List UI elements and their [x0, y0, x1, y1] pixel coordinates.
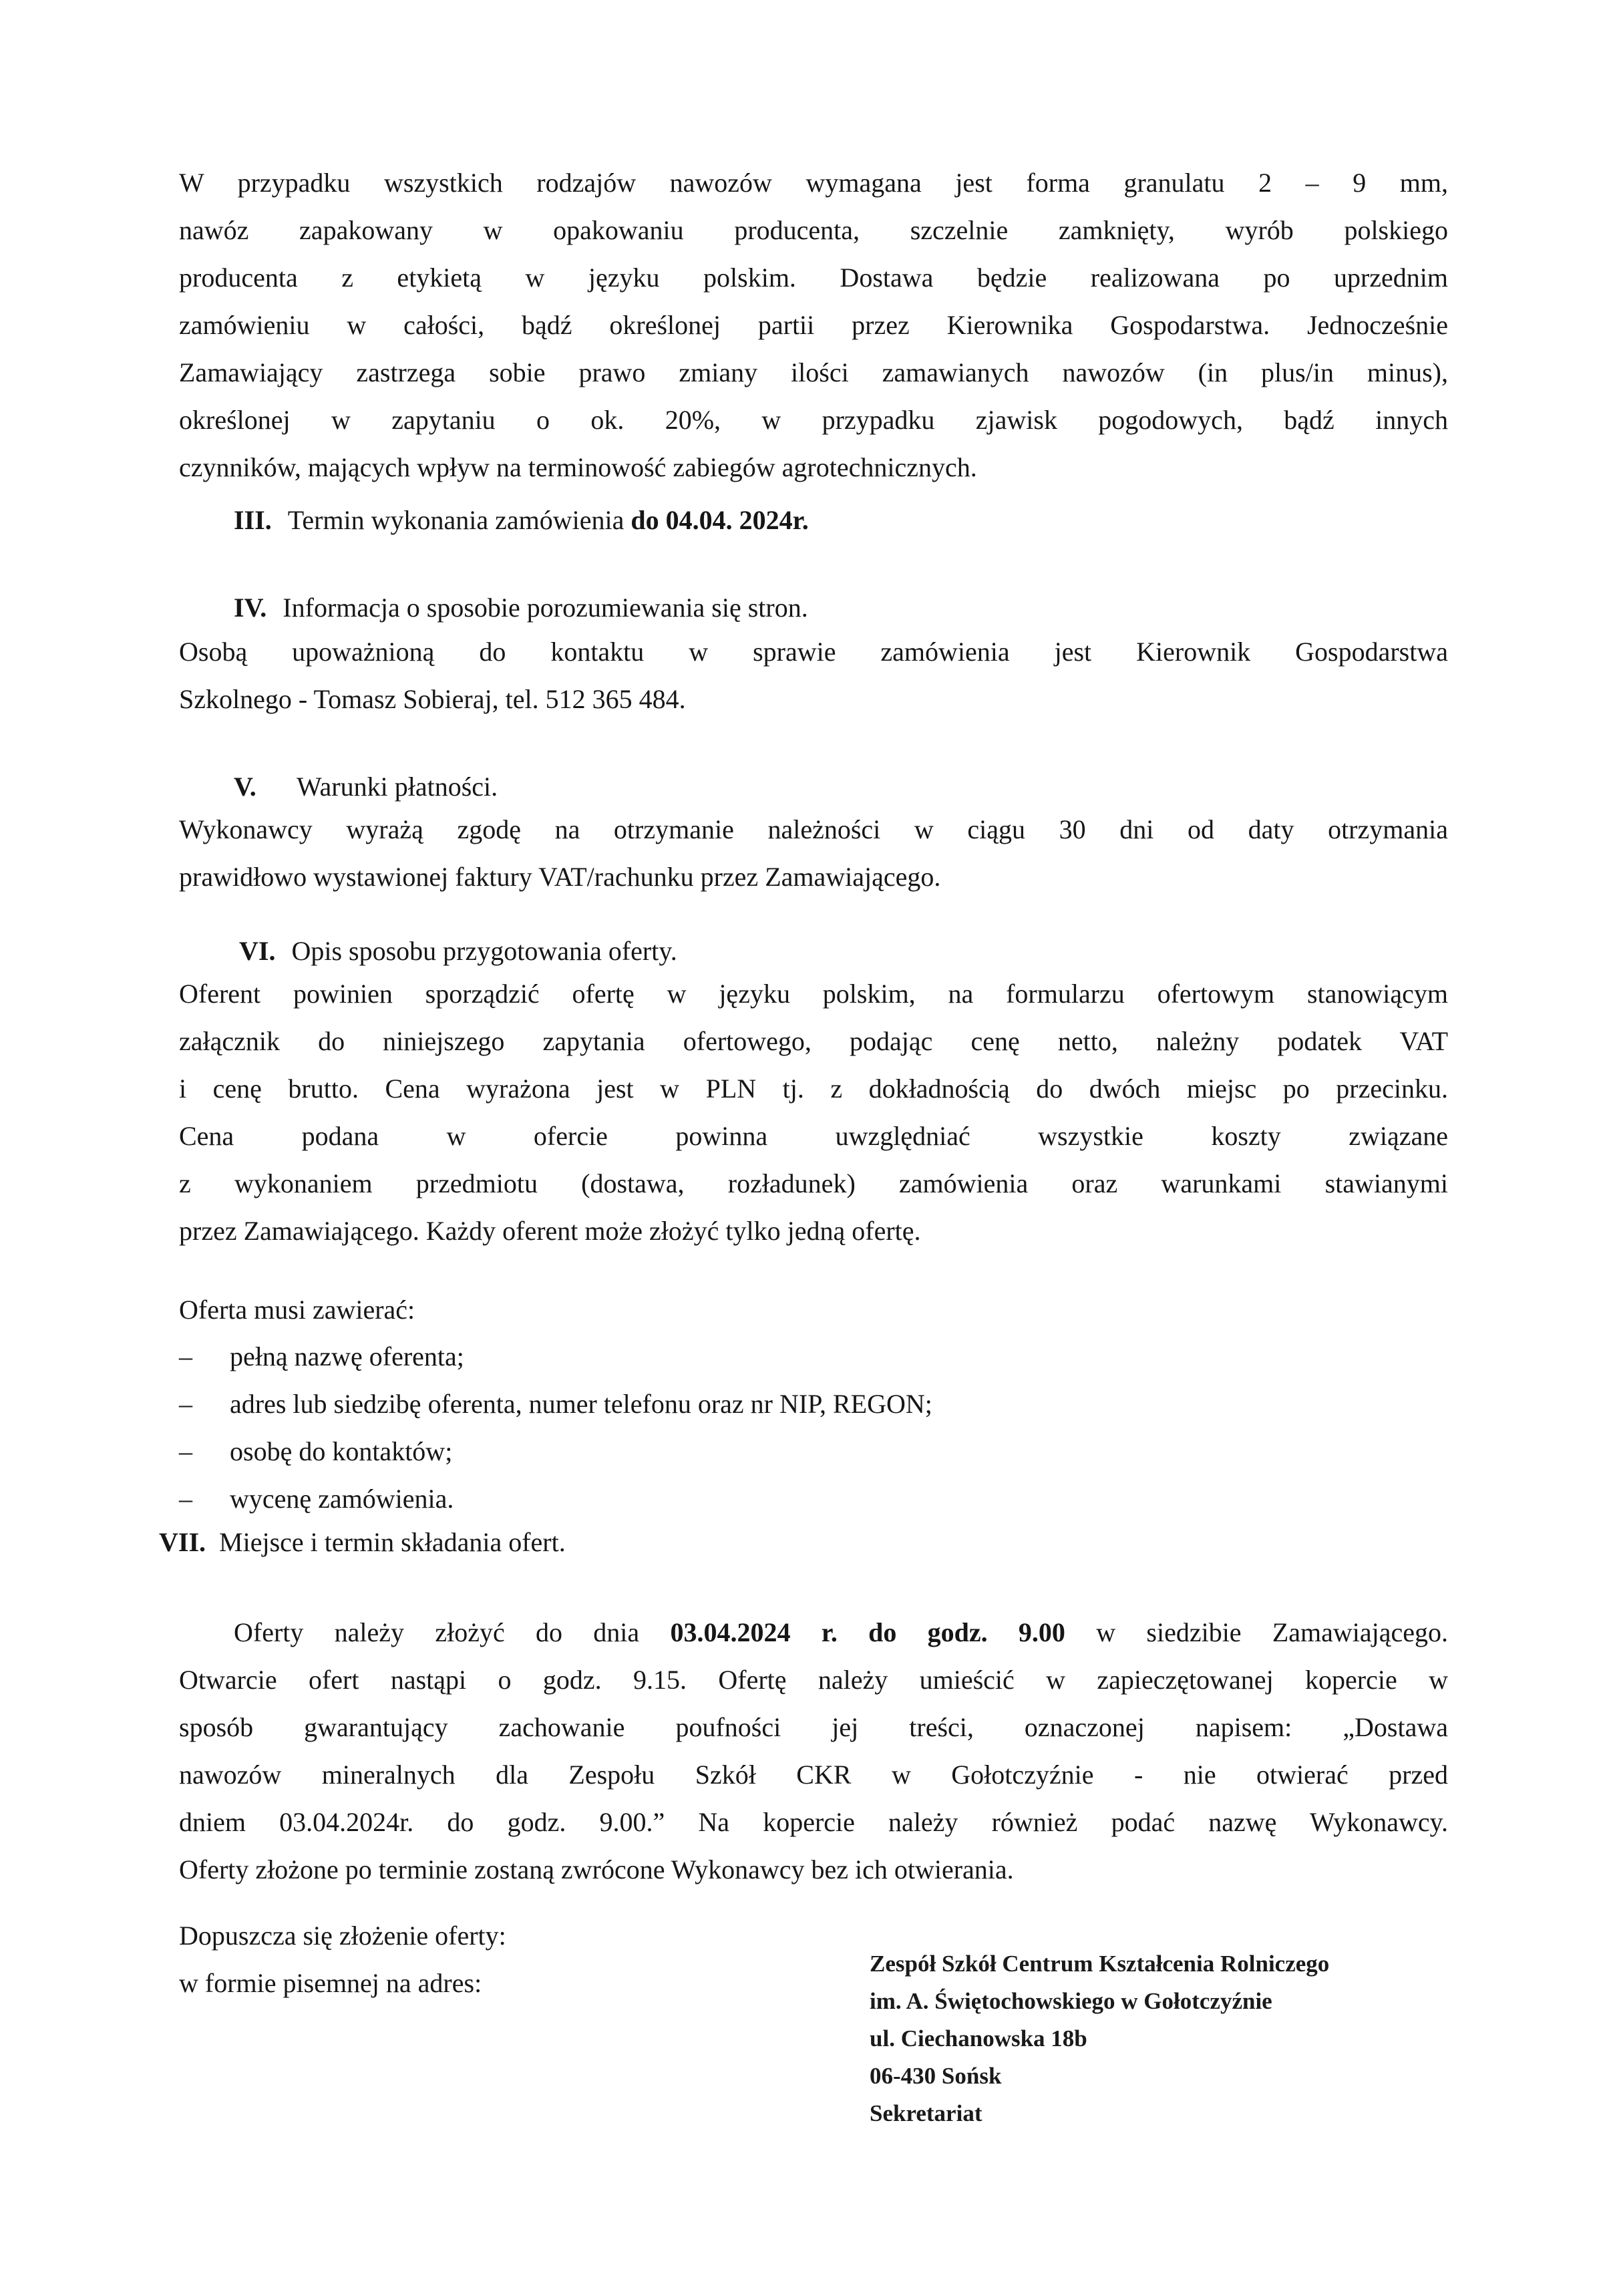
- section-title: Miejsce i termin składania ofert.: [219, 1527, 566, 1557]
- address-line: 06-430 Sońsk: [870, 2063, 1002, 2089]
- section-6-heading: [239, 927, 677, 975]
- offer-requirements-list: [179, 1333, 932, 1522]
- section-7-body: [179, 1609, 1448, 1893]
- text-line: w formie pisemnej na adres:: [179, 1968, 482, 1998]
- text-line: Szkolnego - Tomasz Sobieraj, tel. 512 365 484.: [179, 684, 686, 714]
- dash-bullet: –: [179, 1436, 192, 1466]
- address-line: ul. Ciechanowska 18b: [870, 2025, 1087, 2052]
- list-item-text: adres lub siedzibę oferenta, numer telefonu oraz nr NIP, REGON;: [230, 1389, 932, 1419]
- text-line: z wykonaniem przedmiotu (dostawa, rozładunek) zamówienia oraz warunkami stawianymi: [179, 1168, 1448, 1198]
- text-line: dniem 03.04.2024r. do godz. 9.00.” Na kopercie należy również podać nazwę Wykonawcy.: [179, 1807, 1448, 1837]
- text-line: prawidłowo wystawionej faktury VAT/rachunku przez Zamawiającego.: [179, 862, 941, 892]
- address-line: Sekretariat: [870, 2100, 982, 2126]
- text-line: nawóz zapakowany w opakowaniu producenta, szczelnie zamknięty, wyrób polskiego: [179, 215, 1448, 245]
- section-title: Warunki płatności.: [297, 772, 498, 802]
- list-item-text: osobę do kontaktów;: [230, 1436, 453, 1466]
- text-line: producenta z etykietą w języku polskim. Dostawa będzie realizowana po uprzednim: [179, 263, 1448, 293]
- dash-bullet: –: [179, 1389, 192, 1419]
- section-7-heading: [159, 1518, 566, 1566]
- text-line: czynników, mających wpływ na terminowość zabiegów agrotechnicznych.: [179, 452, 977, 482]
- text-line: W przypadku wszystkich rodzajów nawozów wymagana jest forma granulatu 2 – 9 mm,: [179, 168, 1448, 198]
- section-3-heading: [234, 496, 809, 544]
- text-line: zamówieniu w całości, bądź określonej partii przez Kierownika Gospodarstwa. Jednocześnie: [179, 310, 1448, 340]
- deadline-bold: 03.04.2024 r. do godz. 9.00: [670, 1617, 1065, 1647]
- text-line: Osobą upoważnioną do kontaktu w sprawie zamówienia jest Kierownik Gospodarstwa: [179, 637, 1448, 667]
- deadline-location: w siedzibie Zamawiającego.: [1096, 1617, 1449, 1647]
- section-number: V.: [234, 772, 256, 802]
- list-item: [179, 1428, 932, 1475]
- text-line: załącznik do niniejszego zapytania ofertowego, podając cenę netto, należny podatek VAT: [179, 1026, 1448, 1056]
- address-line: Zespół Szkół Centrum Kształcenia Rolniczego: [870, 1951, 1330, 1977]
- section-title: Informacja o sposobie porozumiewania się stron.: [283, 593, 808, 623]
- text-line: sposób gwarantujący zachowanie poufności jej treści, oznaczonej napisem: „Dostawa: [179, 1712, 1448, 1742]
- list-item-text: pełną nazwę oferenta;: [230, 1341, 464, 1371]
- text-line: Oferent powinien sporządzić ofertę w języku polskim, na formularzu ofertowym stanowiącym: [179, 979, 1448, 1009]
- offer-requirements-label: [179, 1286, 415, 1333]
- label-text: Oferta musi zawierać:: [179, 1295, 415, 1325]
- section-number: VII.: [159, 1527, 206, 1557]
- section-title: Opis sposobu przygotowania oferty.: [291, 936, 677, 966]
- intro-paragraph: [179, 159, 1448, 491]
- text-line: Otwarcie ofert nastąpi o godz. 9.15. Ofertę należy umieścić w zapieczętowanej kopercie w: [179, 1665, 1448, 1695]
- text-line: [179, 1609, 1448, 1656]
- text-line: Cena podana w ofercie powinna uwzględniać wszystkie koszty związane: [179, 1121, 1448, 1151]
- submission-form-text: [179, 1912, 506, 2007]
- text-line: i cenę brutto. Cena wyrażona jest w PLN tj. z dokładnością do dwóch miejsc po przecinku.: [179, 1074, 1448, 1104]
- list-item: [179, 1475, 932, 1522]
- section-number: IV.: [234, 593, 267, 623]
- text-line: przez Zamawiającego. Każdy oferent może złożyć tylko jedną ofertę.: [179, 1216, 921, 1246]
- text-line: określonej w zapytaniu o ok. 20%, w przypadku zjawisk pogodowych, bądź innych: [179, 405, 1448, 435]
- section-number: III.: [234, 505, 272, 535]
- list-item: [179, 1333, 932, 1380]
- list-item: [179, 1380, 932, 1428]
- section-5-heading: [234, 763, 498, 810]
- section-number: VI.: [239, 936, 276, 966]
- dash-bullet: –: [179, 1484, 192, 1514]
- text-line: Dopuszcza się złożenie oferty:: [179, 1921, 506, 1951]
- text-line: Wykonawcy wyrażą zgodę na otrzymanie należności w ciągu 30 dni od daty otrzymania: [179, 814, 1448, 844]
- deadline-text: Oferty należy złożyć do dnia: [234, 1617, 640, 1647]
- address-block: [870, 1945, 1329, 2132]
- section-4-heading: [234, 584, 808, 631]
- section-6-body: [179, 970, 1448, 1255]
- dash-bullet: –: [179, 1341, 192, 1371]
- section-5-body: [179, 806, 1448, 900]
- deadline-date: do 04.04. 2024r.: [631, 505, 809, 535]
- section-4-body: [179, 628, 1448, 723]
- text-line: Oferty złożone po terminie zostaną zwrócone Wykonawcy bez ich otwierania.: [179, 1854, 1014, 1884]
- text-line: Zamawiający zastrzega sobie prawo zmiany ilości zamawianych nawozów (in plus/in minus),: [179, 357, 1448, 387]
- address-line: im. A. Świętochowskiego w Gołotczyźnie: [870, 1988, 1272, 2014]
- section-title: Termin wykonania zamówienia: [287, 505, 624, 535]
- text-line: nawozów mineralnych dla Zespołu Szkół CKR w Gołotczyźnie - nie otwierać przed: [179, 1760, 1448, 1790]
- list-item-text: wycenę zamówienia.: [230, 1484, 454, 1514]
